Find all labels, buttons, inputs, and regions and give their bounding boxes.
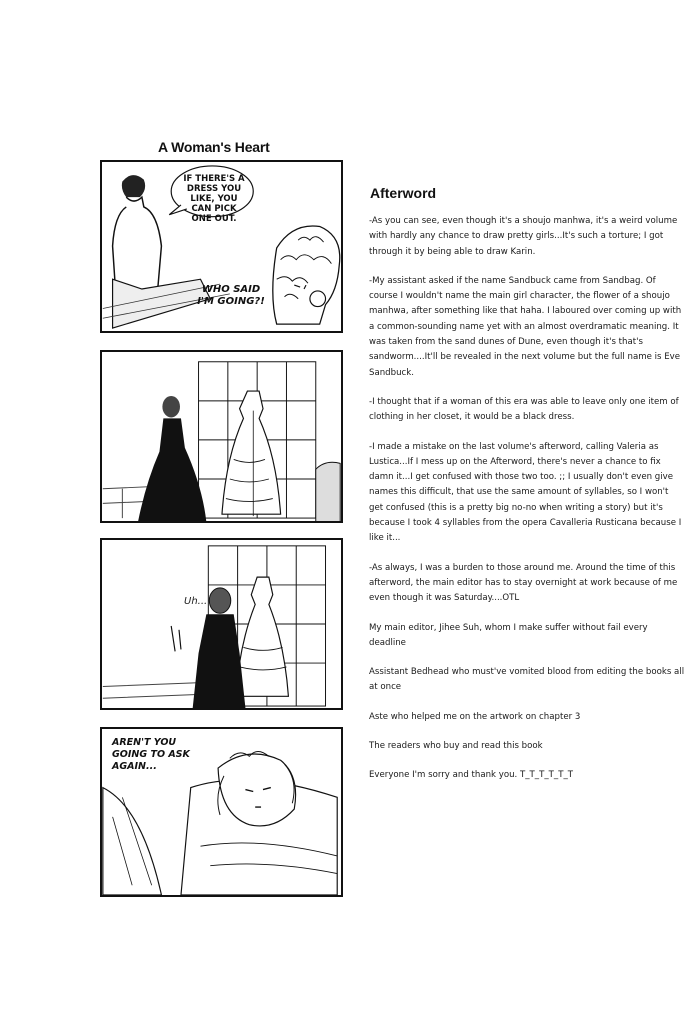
panel-2-art bbox=[102, 352, 341, 521]
afterword-paragraph: Assistant Bedhead who must've vomited blood from editing the books all at once bbox=[369, 667, 685, 693]
panel-3-art bbox=[102, 540, 341, 708]
comic-panel-3 bbox=[100, 538, 343, 710]
speech-bubble: IF THERE'S A DRESS YOU LIKE, YOU CAN PICK ONE OUT. bbox=[183, 174, 245, 224]
comic-panel-2 bbox=[100, 350, 343, 523]
afterword-paragraph: Everyone I'm sorry and thank you. T_T_T_T_T_T bbox=[369, 770, 573, 781]
caption-text: AREN'T YOU GOING TO ASK AGAIN... bbox=[112, 737, 190, 772]
afterword-paragraph: -My assistant asked if the name Sandbuck came from Sandbag. Of course I wouldn't name the main girl character, the flower of a shoujo manhwa, after something like that haha. I laboured over coming up with a common-sounding name yet with an almost overdramatic meaning. It was taken from the sand dunes of Dune, even though it's that's sandworm....It'll be revealed in the next volume but the full name is Eve Sandbuck. bbox=[369, 275, 682, 378]
afterword-paragraph: -As you can see, even though it's a shoujo manhwa, it's a weird volume with hardly any chance to draw pretty girls...It's such a torture; I got through it by being able to draw Karin. bbox=[369, 216, 678, 257]
comic-panel-1 bbox=[100, 160, 343, 333]
afterword-paragraph: -As always, I was a burden to those around me. Around the time of this afterword, the main editor has to stay overnight at work because of me even though it was Saturday....OTL bbox=[369, 562, 678, 604]
afterword-paragraph: -I thought that if a woman of this era was able to leave only one item of clothing in her closet, it would be a black dress. bbox=[369, 396, 679, 423]
shout-text: WHO SAID I'M GOING?! bbox=[197, 284, 265, 307]
comic-panel-4 bbox=[100, 727, 343, 897]
afterword-paragraph: The readers who buy and read this book bbox=[369, 741, 543, 752]
comic-title: A Woman's Heart bbox=[158, 139, 270, 155]
afterword-paragraph: Aste who helped me on the artwork on chapter 3 bbox=[369, 711, 581, 722]
afterword-paragraph: My main editor, Jihee Suh, whom I make suffer without fail every deadline bbox=[369, 622, 648, 648]
afterword-heading: Afterword bbox=[370, 185, 437, 201]
afterword-body bbox=[369, 214, 685, 798]
sound-effect: Uh... bbox=[184, 596, 208, 607]
afterword-paragraph: -I made a mistake on the last volume's afterword, calling Valeria as Lustica...If I mess up on the Afterword, there's never a chance to fix damn it...I get confused with those two too. ;; I usually don't even give names this difficult, that use the same amount of syllables, so I won't get confused (this is a pretty big no-no when writing a story) but it's because I took 4 syllables from the opera Cavalleria Rusticana because I like it... bbox=[369, 441, 682, 544]
